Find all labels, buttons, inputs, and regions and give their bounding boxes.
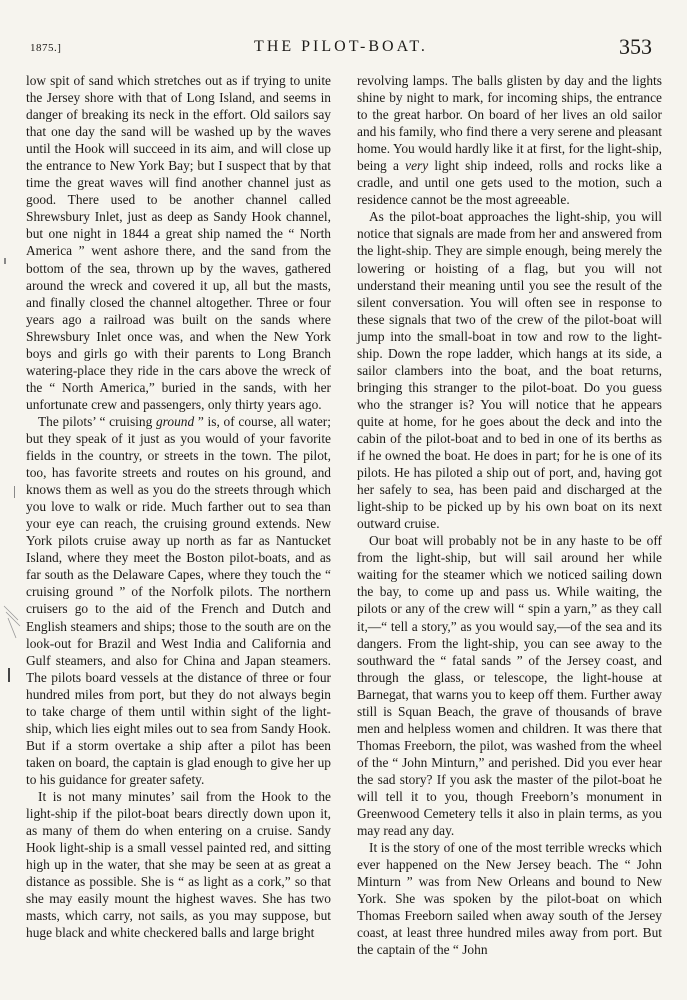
paragraph: [26, 413, 331, 788]
page-number: 353: [619, 34, 652, 59]
paragraph-text: ” is, of course, all water; but they speak of it just as you would of your favorite fields in the country, or streets in the town. The pilot, too, has favorite streets and routes on his ground, and knows them as well as you do the streets through which you love to walk or ride. Much farther out to sea than your eye can reach, the cruising ground extends. New York pilots cruise away up north as far as Nantucket Island, where they meet the Boston pilot-boats, and as far south as the Delaware Capes, where they touch the “ cruising ground ” of the Norfolk pilots. The northern cruisers go to the aid of the French and Dutch and English steamers and ships; those to the south are on the look-out for Brazil and West India and California and Gulf steamers, and also for China and Japan steamers. The pilots board vessels at the distance of three or four hundred miles from port, but they do not always begin to take charge of them until within sight of the light-ship, which lies eight miles out to sea from Sandy Hook. But if a storm overtake a ship after a pilot has been taken on board, the captain is glad enough to give her up to his guidance for greater safety.: [26, 413, 331, 787]
margin-speck: [8, 668, 10, 682]
paragraph-text: revolving lamps. The balls glisten by day and the lights shine by night to mark, for incoming ships, the entrance to the great harbor. On board of her lives an old sailor and his family, who find there a very serene and pleasant home. You would hardly like it at first, for the light-ship, being a: [357, 73, 662, 174]
running-title: THE PILOT-BOAT.: [254, 38, 428, 55]
right-column: [357, 72, 662, 958]
page-header: [30, 36, 652, 64]
emphasis-text: very: [405, 158, 429, 174]
paragraph-text: The pilots’ “ cruising: [38, 413, 156, 429]
paragraph: It is not many minutes’ sail from the Hook to the light-ship if the pilot-boat bears directly down upon it, as many of them do when entering on a cruise. Sandy Hook light-ship is a small vessel painted red, and sitting high up in the water, that she may be seen at as great a distance as possible. She is “ as light as a cork,” so that she may easily mount the highest waves. She has two masts, which carry, not sails, as you may suppose, but huge black and white checkered balls and large bright: [26, 788, 331, 941]
header-year: 1875.]: [30, 42, 62, 54]
margin-speck: [4, 258, 6, 264]
margin-scribble: [2, 604, 22, 644]
paragraph: It is the story of one of the most terrible wrecks which ever happened on the New Jersey beach. The “ John Minturn ” was from New Orleans and bound to New York. She was spoken by the pilot-boat on which Thomas Freeborn sailed when away south of the Jersey coast, at least three hundred miles away from port. But the captain of the “ John: [357, 840, 662, 958]
left-column: [26, 72, 331, 941]
paragraph: As the pilot-boat approaches the light-ship, you will notice that signals are made from her and answered from the light-ship. They are simple enough, being merely the lowering or hoisting of a flag, but you will not understand their meaning until you see the result of the silent conversation. You will often see in response to these signals that two of the crew of the pilot-boat will jump into the small-boat in tow and row to the light-ship. Down the rope ladder, which hangs at its side, a sailor clambers into the boat, and the boat returns, bringing this stranger to the pilot-boat. Do you guess who the stranger is? You will notice that he appears quite at home, for he goes about the deck and into the cabin of the pilot-boat and to bed in one of its berths as if he owned the boat. He does in part; for he is one of its pilots. He has piloted a ship out of port, and, having got her safely to sea, has been paid and discharged at the light-ship to be picked up by his own boat on its next outward cruise.: [357, 209, 662, 532]
margin-speck: [14, 486, 15, 498]
paragraph: Our boat will probably not be in any haste to be off from the light-ship, but will sail around her while waiting for the steamer which we noticed sailing down the bay, to come up and pass us. While waiting, the pilots or any of the crew will “ spin a yarn,” as they call it,—“ tell a story,” as you would say,—of the sea and its dangers. From the light-ship, you can see away to the southward the “ fatal sands ” of the Jersey coast, and through the glass, or telescope, the light-house at Barnegat, that warns you to keep off them. Further away still is Squan Beach, the grave of thousands of brave men and helpless women and children. It was there that Thomas Freeborn, the pilot, was washed from the wheel of the “ John Minturn,” and perished. Did you ever hear the sad story? If you ask the master of the pilot-boat he will tell it to you, though Freeborn’s monument in Greenwood Cemetery tells it also in plain terms, as you may read any day.: [357, 533, 662, 839]
paragraph-text: light ship indeed, rolls and rocks like a cradle, and until one gets used to the motion, such a residence cannot be the most agreeable.: [357, 158, 663, 208]
paragraph: low spit of sand which stretches out as if trying to unite the Jersey shore with that of Long Island, and seems in danger of breaking its neck in the effort. Old sailors say that one day the sand will be washed up by the waves until the Hook will succeed in its aim, and will close up the entrance to New York Bay; but I suspect that by that time the great waves will find another channel just as good. There used to be another channel called Shrewsbury Inlet, just as deep as Sandy Hook channel, but one night in 1844 a great ship named the “ North America ” went ashore there, and the sand from the bottom of the sea, thrown up by the waves, gathered around the wreck and covered it up, all but the masts, and finally closed the channel altogether. Three or four years ago a railroad was built on the sands where Shrewsbury Inlet once was, and when the New York boys and girls go with their parents to Long Branch watering-place they ride in the cars above the wreck of the “ North America,” buried in the sands, with her unfortunate crew and passengers, only thirty years ago.: [26, 73, 331, 412]
paragraph: [357, 72, 662, 208]
emphasis-text: ground: [155, 413, 195, 429]
